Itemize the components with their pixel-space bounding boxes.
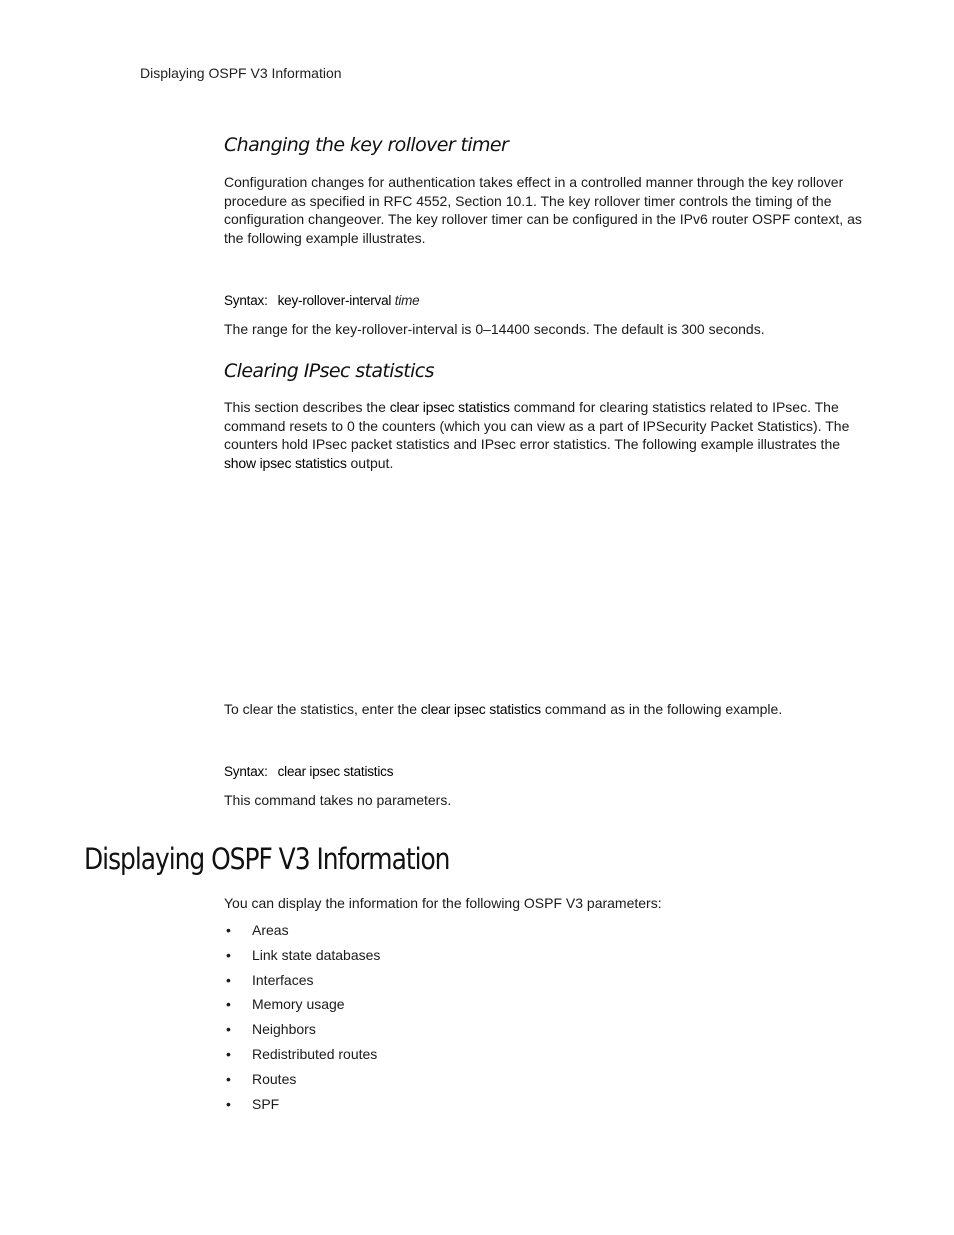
text-fragment: output.: [346, 454, 394, 471]
command-show-ipsec: show ipsec statistics: [224, 454, 347, 471]
list-item-label: Redistributed routes: [252, 1045, 378, 1062]
list-item: [224, 1019, 380, 1044]
bullet: •: [226, 1021, 231, 1038]
paragraph-clear-statistics: [224, 700, 869, 719]
list-item-label: SPF: [252, 1095, 280, 1112]
text-fragment: command for clearing statistics related to IPsec. The command resets to 0 the counters (which you can view as a part of IPSecurity Packet Statistics). The counters hold IPsec packet statistics and IPsec error statistics. The following example illustrates the: [224, 399, 850, 453]
paragraph-no-params: This command takes no parameters.: [224, 792, 452, 808]
list-item-label: Link state databases: [252, 946, 381, 963]
paragraph-key-rollover: Configuration changes for authentication takes effect in a controlled manner through the key rollover procedure as specified in RFC 4552, Section 10.1. The key rollover timer controls the timing of the configuration changeover. The key rollover timer can be configured in the IPv6 router OSPF context, as the following example illustrates.: [224, 174, 862, 246]
bullet: •: [226, 996, 231, 1013]
section-heading-clearing-ipsec: Clearing IPsec statistics: [224, 360, 434, 382]
command-clear-ipsec: clear ipsec statistics: [389, 399, 510, 415]
section-heading-key-rollover: Changing the key rollover timer: [224, 134, 509, 156]
paragraph-range: The range for the key-rollover-interval is 0–14400 seconds. The default is 300 seconds.: [224, 321, 765, 337]
bullet: •: [226, 1095, 231, 1112]
bullet: •: [226, 946, 231, 963]
running-header: Displaying OSPF V3 Information: [140, 65, 342, 81]
syntax-label: Syntax:: [224, 764, 268, 779]
list-item: [224, 1044, 380, 1069]
text-fragment: To clear the statistics, enter the: [224, 701, 421, 717]
command-clear-ipsec: clear ipsec statistics: [420, 701, 541, 717]
list-item-label: Areas: [252, 922, 289, 938]
text-fragment: This section describes the: [224, 399, 390, 415]
syntax-argument: time: [394, 293, 420, 308]
bullet: •: [226, 1045, 231, 1062]
paragraph-clearing-ipsec: [224, 398, 869, 472]
bullet: •: [226, 971, 231, 988]
list-item-label: Routes: [252, 1070, 297, 1087]
syntax-command: key-rollover-interval: [277, 293, 392, 308]
list-item: [224, 1094, 380, 1119]
list-item-label: Neighbors: [252, 1021, 316, 1038]
list-item: [224, 970, 380, 995]
syntax-key-rollover: [224, 293, 420, 308]
syntax-command: clear ipsec statistics: [277, 764, 394, 779]
list-item: [224, 1069, 380, 1094]
text-fragment: command as in the following example.: [540, 701, 783, 717]
bullet: •: [226, 922, 231, 938]
list-item-label: Memory usage: [252, 996, 345, 1013]
list-item: [224, 920, 380, 945]
paragraph-ospf-intro: You can display the information for the following OSPF V3 parameters:: [224, 895, 662, 911]
section-heading-displaying-ospf: Displaying OSPF V3 Information: [84, 842, 450, 876]
syntax-label: Syntax:: [224, 293, 268, 308]
syntax-clear-ipsec: [224, 764, 393, 779]
list-item-label: Interfaces: [252, 971, 314, 988]
list-item: [224, 945, 380, 970]
bullet: •: [226, 1070, 231, 1087]
list-item: [224, 994, 380, 1019]
ospf-parameter-list: [224, 920, 380, 1118]
